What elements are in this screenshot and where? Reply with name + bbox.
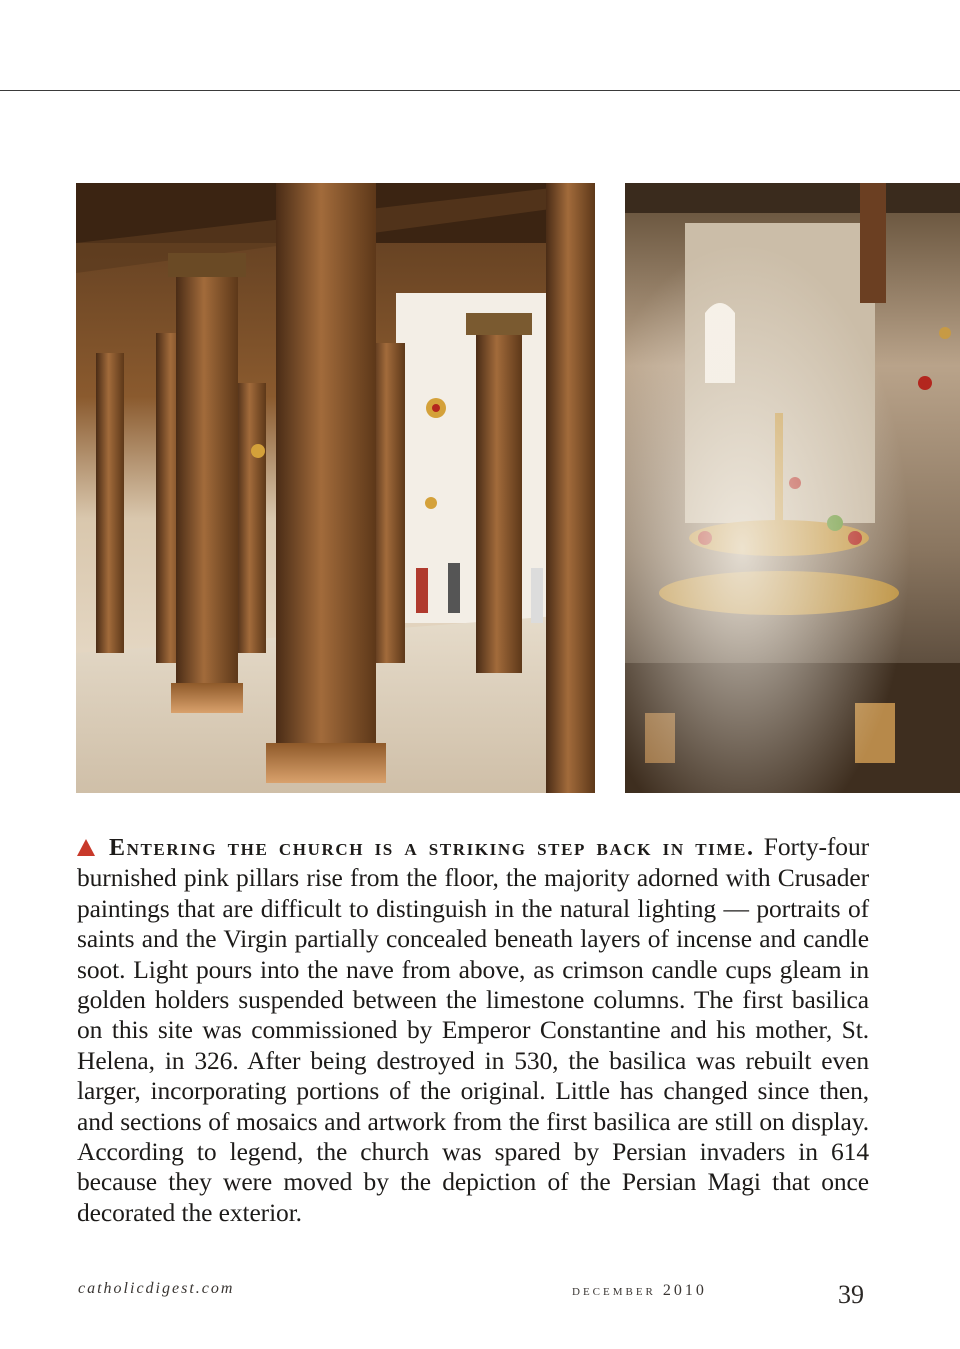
page-number: 39 (838, 1280, 864, 1309)
church-columns-photo (76, 183, 595, 793)
footer-website: catholicdigest.com (78, 1280, 235, 1297)
footer-issue-date: december 2010 (572, 1282, 707, 1299)
caption-lead: Entering the church is a striking step back in time. (109, 835, 755, 861)
caption-body: Forty-four burnished pink pillars rise from the floor, the majority adorned with Crusader paintings that are difficult to distinguish in the natural lighting — portraits of saints and the Virgin partially concealed beneath layers of incense and candle soot. Light pours into the nave from above, as crimson candle cups gleam in golden holders suspended between the limestone columns. The first basilica on this site was commissioned by Emperor Constantine and his mother, St. Helena, in 326. After being destroyed in 530, the basilica was rebuilt even larger, incorporating portions of the original. Little has changed since then, and sections of mosaics and artwork from the first basilica are still on display. According to legend, the church was spared by Persian invaders in 614 because they were moved by the depiction of the Persian Magi that once decorated the exterior. (77, 832, 869, 1227)
up-triangle-icon (77, 839, 95, 856)
chandeliers-photo (625, 183, 960, 793)
top-rule (0, 90, 960, 91)
photo-caption (77, 832, 869, 1228)
